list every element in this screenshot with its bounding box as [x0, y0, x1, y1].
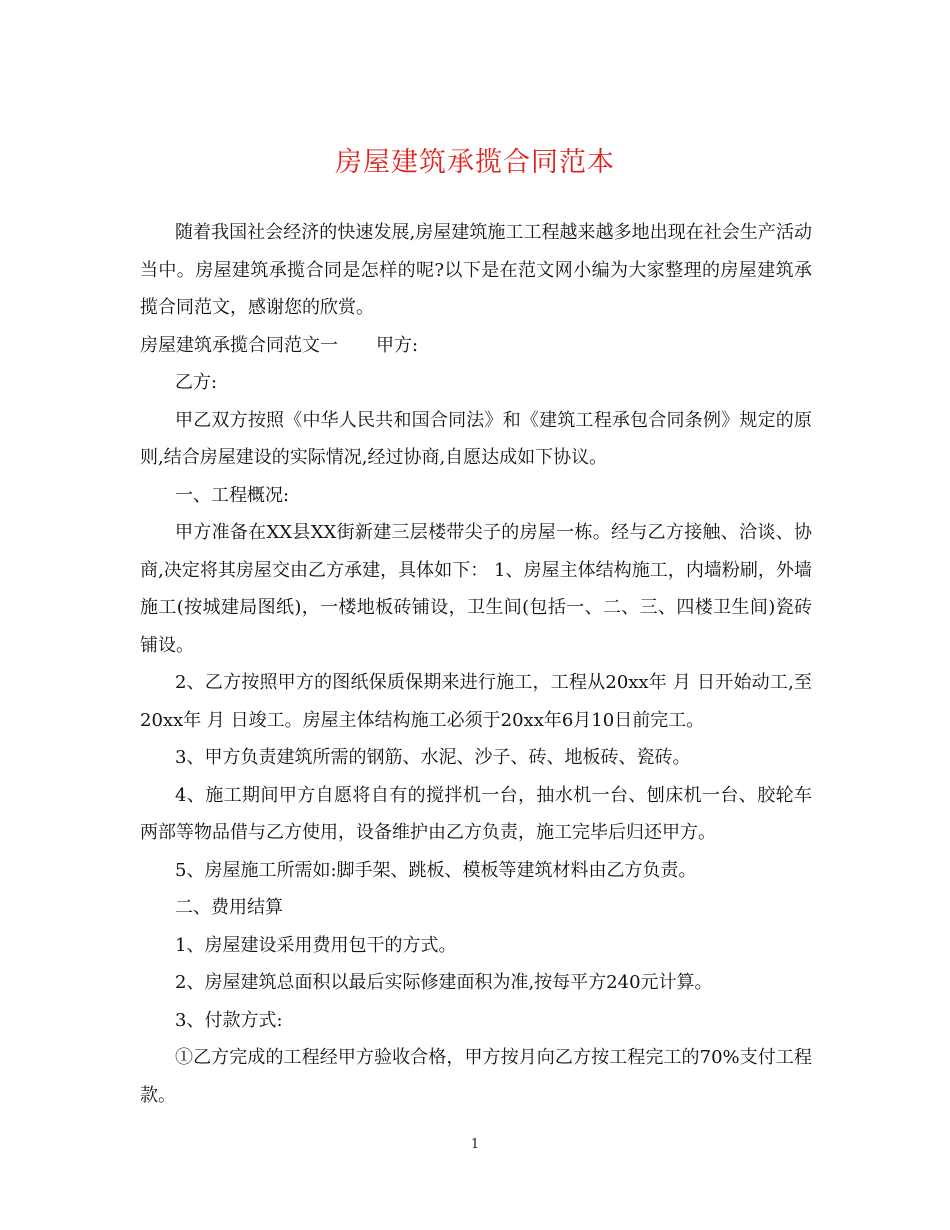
fee-clause-2: 2、房屋建筑总面积以最后实际修建面积为准,按每平方240元计算。 [175, 972, 713, 993]
fees-heading: 二、费用结算 [175, 897, 283, 918]
section-heading: 房屋建筑承揽合同范文一 [140, 334, 338, 356]
clause-2: 2、乙方按照甲方的图纸保质保期来进行施工，工程从20xx年 月 日开始动工,至20xx年 月 日竣工。房屋主体结构施工必须于20xx年6月10日前完工。 [140, 672, 812, 731]
clause-3: 3、甲方负责建筑所需的钢筋、水泥、沙子、砖、地板砖、瓷砖。 [175, 747, 691, 768]
intro-paragraph: 随着我国社会经济的快速发展,房屋建筑施工工程越来越多地出现在社会生产活动当中。房屋建筑承揽合同是怎样的呢?以下是在范文网小编为大家整理的房屋建筑承揽合同范文，感谢您的欣赏。 [140, 222, 812, 318]
document-title: 房屋建筑承揽合同范本 [335, 147, 615, 178]
page-number: 1 [470, 1137, 480, 1152]
basis-paragraph: 甲乙双方按照《中华人民共和国合同法》和《建筑工程承包合同条例》规定的原则,结合房屋建设的实际情况,经过协商,自愿达成如下协议。 [140, 409, 812, 468]
clause-5: 5、房屋施工所需如:脚手架、跳板、模板等建筑材料由乙方负责。 [175, 859, 697, 881]
overview-paragraph: 甲方准备在XX县XX街新建三层楼带尖子的房屋一栋。经与乙方接触、洽谈、协商,决定将其房屋交由乙方承建，具体如下： 1、房屋主体结构施工，内墙粉刷，外墙施工(按城建局图纸)，一楼地板砖铺设，卫生间(包括一、二、三、四楼卫生间)瓷砖铺设。 [140, 522, 812, 656]
overview-heading: 一、工程概况: [175, 484, 290, 506]
party-a-label: 甲方: [376, 334, 419, 356]
section-heading-line [140, 327, 812, 365]
fee-clause-1: 1、房屋建设采用费用包干的方式。 [175, 934, 457, 956]
clause-4: 4、施工期间甲方自愿将自有的搅拌机一台，抽水机一台、刨床机一台、胶轮车两部等物品借与乙方使用，设备维护由乙方负责，施工完毕后归还甲方。 [140, 784, 812, 843]
fee-clause-3: 3、付款方式: [175, 1009, 283, 1031]
fee-clause-3a: ①乙方完成的工程经甲方验收合格，甲方按月向乙方按工程完工的70%支付工程款。 [140, 1047, 812, 1106]
party-b-label: 乙方: [175, 372, 218, 393]
document-body [140, 214, 812, 1114]
